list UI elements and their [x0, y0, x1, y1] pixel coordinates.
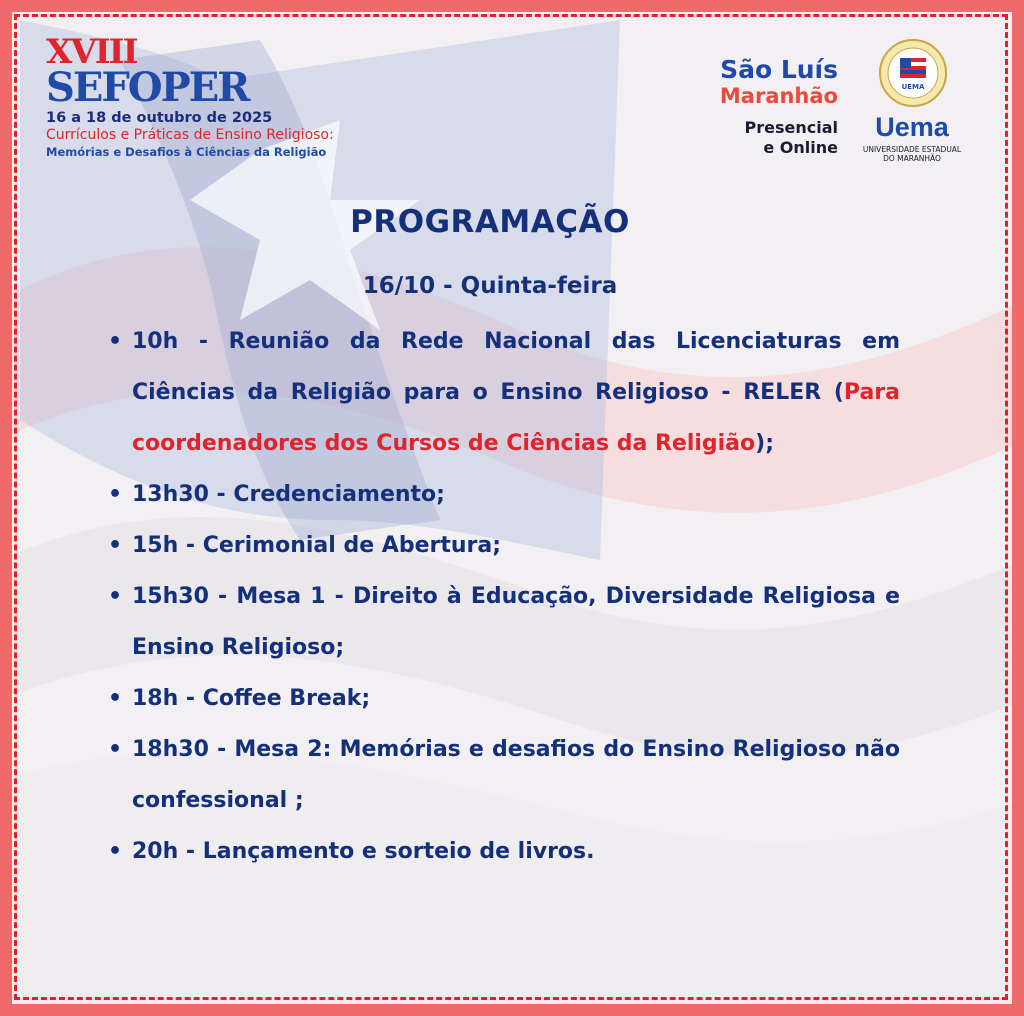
bullet-icon: •	[108, 482, 123, 507]
bullet-icon: •	[108, 329, 123, 354]
event-theme-line2: Memórias e Desafios à Ciências da Religião	[46, 145, 327, 159]
schedule-item-text: 10h - Reunião da Rede Nacional das Licenciaturas em Ciências da Religião para o Ensino Religioso - RELER (	[132, 329, 900, 405]
schedule-item-text: 15h30 - Mesa 1 - Direito à Educação, Diversidade Religiosa e Ensino Religioso;	[132, 584, 900, 660]
event-logo	[46, 32, 334, 159]
schedule-item-text: 15h - Cerimonial de Abertura;	[132, 533, 502, 558]
schedule-item-text: 18h - Coffee Break;	[132, 686, 371, 711]
event-name: SEFOPER	[46, 64, 249, 111]
location-city: São Luís	[720, 55, 838, 84]
location-block	[720, 56, 838, 158]
program-title: PROGRAMAÇÃO	[350, 204, 630, 240]
university-full-name	[850, 145, 974, 163]
bullet-icon: •	[108, 533, 123, 558]
schedule-item	[108, 520, 900, 571]
schedule-item-highlight: Para coordenadores dos Cursos de Ciências da Religião	[132, 380, 900, 456]
mode-line2: e Online	[763, 138, 838, 157]
event-edition: XVIII	[46, 32, 137, 72]
event-dates: 16 a 18 de outubro de 2025	[46, 110, 273, 126]
bullet-icon: •	[108, 686, 123, 711]
schedule-item	[108, 469, 900, 520]
schedule-list	[108, 316, 900, 877]
schedule-item-text: 20h - Lançamento e sorteio de livros.	[132, 839, 595, 864]
schedule-item	[108, 673, 900, 724]
schedule-item-text: 13h30 - Credenciamento;	[132, 482, 445, 507]
bullet-icon: •	[108, 584, 123, 609]
seal-text: UEMA	[901, 83, 925, 91]
event-theme-line1: Currículos e Práticas de Ensino Religioso:	[46, 127, 334, 143]
bullet-icon: •	[108, 737, 123, 762]
schedule-item-suffix: );	[755, 431, 775, 456]
schedule-item	[108, 724, 900, 826]
schedule-item	[108, 316, 900, 469]
university-full-line2: DO MARANHÃO	[883, 154, 941, 163]
program-day: 16/10 - Quinta-feira	[362, 273, 618, 299]
university-seal-icon	[878, 38, 948, 108]
bullet-icon: •	[108, 839, 123, 864]
university-name: Uema	[875, 112, 949, 142]
schedule-item	[108, 571, 900, 673]
university-full-line1: UNIVERSIDADE ESTADUAL	[862, 145, 962, 154]
location-state: Maranhão	[719, 84, 838, 108]
schedule-item-text: 18h30 - Mesa 2: Memórias e desafios do Ensino Religioso não confessional ;	[132, 737, 900, 813]
mode-line1: Presencial	[744, 118, 838, 137]
schedule-item	[108, 826, 900, 877]
